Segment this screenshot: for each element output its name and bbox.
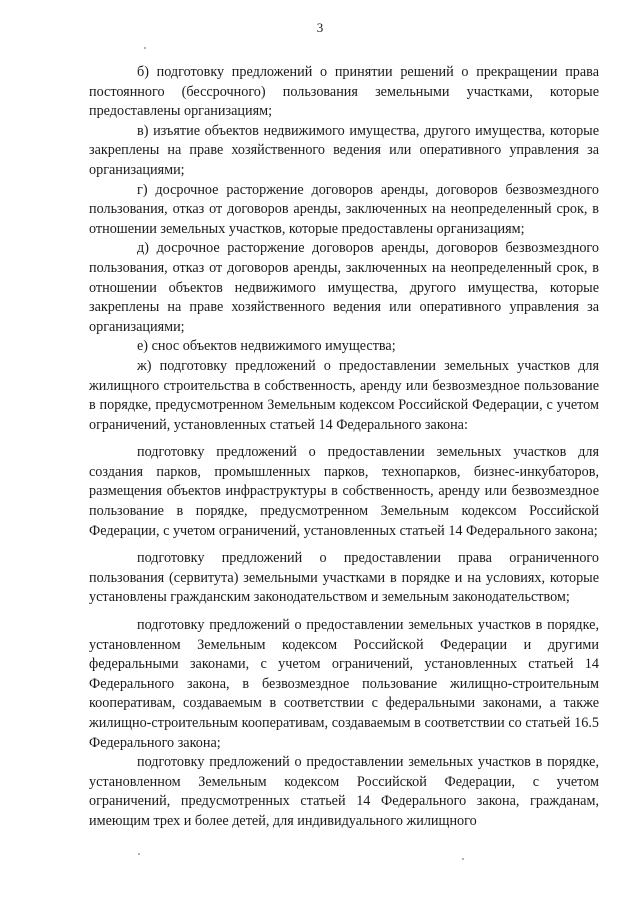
paragraph-b: б) подготовку предложений о принятии решений о прекращении права постоянного (бессрочного) пользования земельными участками, которые предоставлены организациям; bbox=[89, 64, 599, 120]
paragraph-zh: ж) подготовку предложений о предоставлении земельных участков для жилищного строительства в собственность, аренду или безвозмездное пользование в порядке, предусмотренном Земельным кодексом Российской Федерации, с учетом ограничений, установленных статьей 14 Федерального закона: bbox=[89, 357, 599, 433]
paragraph-large-families: подготовку предложений о предоставлении земельных участков в порядке, установленном Земельным кодексом Российской Федерации, с учетом ограничений, предусмотренных статьей 14 Федерального закона, гражданам, имеющим трех и более детей, для индивидуального жилищного bbox=[89, 754, 599, 829]
paragraph-servitude: подготовку предложений о предоставлении права ограниченного пользования (сервитута) земельными участками в порядке и на условиях, которые установлены гражданским законодательством и земельным законодательством; bbox=[89, 550, 599, 606]
scan-speck bbox=[144, 47, 146, 49]
scan-speck bbox=[462, 858, 464, 860]
paragraph-e: е) снос объектов недвижимого имущества; bbox=[137, 338, 396, 355]
page-number: 3 bbox=[316, 20, 324, 35]
scan-speck bbox=[138, 853, 140, 855]
paragraph-cooperatives: подготовку предложений о предоставлении земельных участков в порядке, установленном Земельным кодексом Российской Федерации и другими федеральными законами, с учетом ограничений, установленных статьей 14 Федерального закона, в безвозмездное пользование жилищно-строительным кооперативам, создаваемым в соответствии с федеральными законами, а также жилищно-строительным кооперативам, создаваемым в соответствии со статьей 16.5 Федерального закона; bbox=[89, 617, 599, 751]
paragraph-g: г) досрочное расторжение договоров аренды, договоров безвозмездного пользования, отказ от договоров аренды, заключенных на неопределенный срок, в отношении земельных участков, которые предоставлены организациям; bbox=[89, 181, 599, 237]
paragraph-parks: подготовку предложений о предоставлении земельных участков для создания парков, промышленных парков, технопарков, бизнес-инкубаторов, размещения объектов инфраструктуры в собственность, аренду или безвозмездное пользование в порядке, предусмотренном Земельным кодексом Российской Федерации, с учетом ограничений, установленных статьей 14 Федерального закона; bbox=[89, 444, 599, 539]
document-body bbox=[89, 63, 599, 832]
paragraph-d: д) досрочное расторжение договоров аренды, договоров безвозмездного пользования, отказ от договоров аренды, заключенных на неопределенный срок, в отношении объектов недвижимого имущества, другого имущества, которые закреплены на праве хозяйственного ведения или оперативного управления за организациями; bbox=[89, 240, 599, 335]
paragraph-v: в) изъятие объектов недвижимого имущества, другого имущества, которые закреплены на праве хозяйственного ведения или оперативного управления за организациями; bbox=[89, 122, 599, 178]
